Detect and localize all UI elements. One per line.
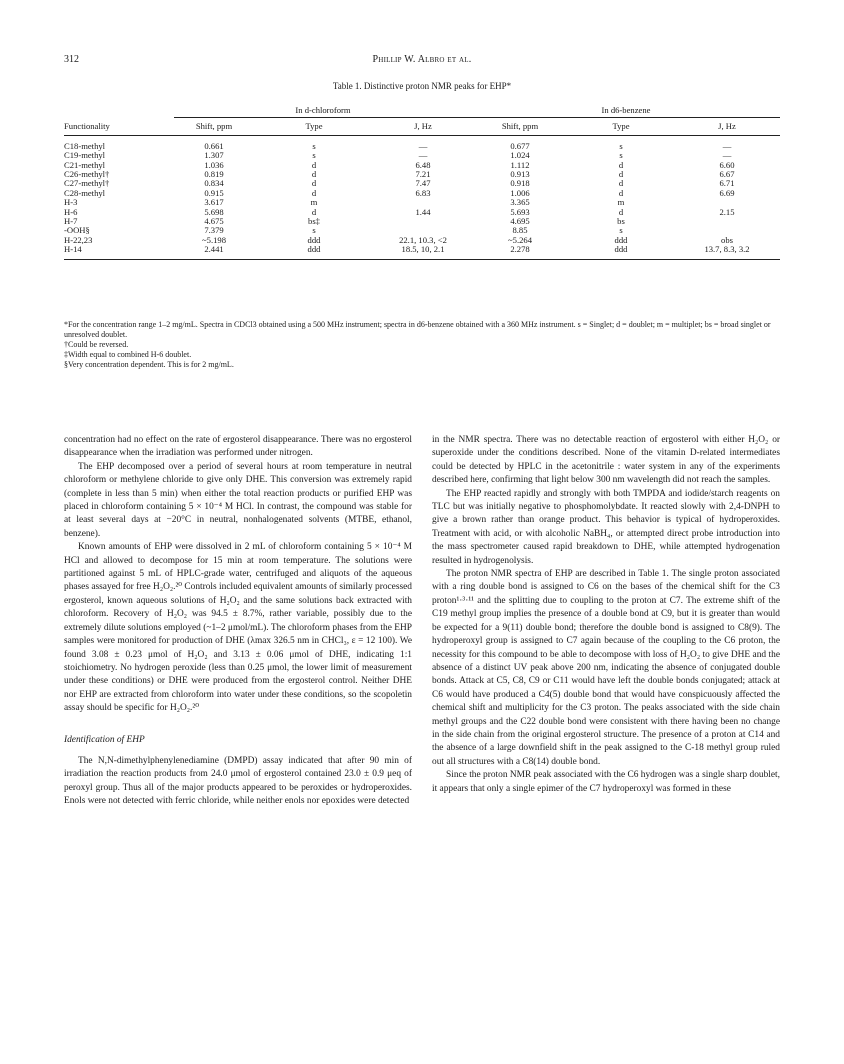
- table-cell: m: [310, 197, 318, 208]
- table-cell: 6.48: [415, 159, 431, 170]
- table-cell: s: [619, 140, 623, 151]
- table-cell: d: [311, 159, 317, 170]
- page-number: 312: [64, 54, 79, 65]
- table-cell: ~5.198: [202, 234, 226, 245]
- column-header: Shift, ppm: [174, 118, 254, 135]
- paragraph: The N,N-dimethylphenylenediamine (DMPD) assay indicated that after 90 min of irradiation the reaction products from 24.0 μmol of ergosterol contained 23.0 ± 0.9 μeq of peroxyl group. Thus all of the major products appeared to be peroxides or hydroperoxides. Enols were not detected with ferric chloride, while neither enols nor epoxides were detected: [64, 755, 412, 807]
- table-header-row: [64, 118, 780, 135]
- column-header: Functionality: [64, 118, 174, 135]
- column-header: Shift, ppm: [472, 118, 568, 135]
- table-cell: —: [418, 150, 428, 161]
- table-cell: d: [618, 159, 624, 170]
- table-cell: 0.819: [204, 169, 224, 180]
- table-cell: 2.441: [174, 245, 254, 259]
- table-cell: 6.67: [719, 169, 735, 180]
- table-cell: 0.834: [204, 178, 224, 189]
- table-cell: ddd: [568, 245, 674, 259]
- table-cell: d: [618, 206, 624, 217]
- table-row: [64, 189, 780, 198]
- table-cell: H-14: [64, 245, 174, 259]
- body-column-left: [64, 434, 412, 809]
- table-cell: —: [418, 140, 428, 151]
- paragraph: concentration had no effect on the rate of ergosterol disappearance. There was no ergosterol disappearance when the irradiation was performed under nitrogen.: [64, 435, 412, 459]
- table-cell: —: [722, 150, 732, 161]
- table-cell: 18.5, 10, 2.1: [374, 245, 472, 259]
- table-cell: 0.915: [204, 187, 224, 198]
- table-cell: d: [311, 187, 317, 198]
- table-cell: 13.7, 8.3, 3.2: [674, 245, 780, 259]
- table-cell: 1.44: [415, 206, 431, 217]
- table-cell: m: [617, 197, 625, 208]
- table-cell: 0.913: [510, 169, 530, 180]
- table-cell: s: [619, 225, 623, 236]
- table-cell: 1.307: [204, 150, 224, 161]
- footnote: §Very concentration dependent. This is for 2 mg/mL.: [64, 360, 234, 369]
- table-cell: 5.698: [204, 206, 224, 217]
- paragraph: Known amounts of EHP were dissolved in 2 mL of chloroform containing 5 × 10⁻⁴ M HCl and allowed to decompose for 15 min at room temperature. The solutions were partitioned against 5 mL of HPLC-grade water, centrifuged and aliquots of the aqueous phases assayed for free H₂O₂.²⁰ Controls included equivalent amounts of similarly processed ergosterol, known aqueous solutions of H₂O₂ and the same solutions back extracted with chloroform. Recovery of H₂O₂ was 94.5 ± 8.7%, rather variable, possibly due to the extremely dilute solutions employed (~1–2 μmol/mL). The chloroform phases from the EHP samples were monitored for production of DHE (λmax 326.5 nm in CHCl₃, ε = 12 100). We found 3.08 ± 0.23 μmol of H₂O₂ and 3.13 ± 0.06 μmol of DHE, indicating 1:1 stoichiometry. No hydrogen peroxide (less than 0.25 μmol, the lower limit of measurement under these conditions) or DHE were produced from the ergosterol control. Neither DHE nor EHP are extracted from chloroform into water under these conditions, so the scopoletin assay should be specific for H₂O₂.²⁰: [64, 542, 412, 714]
- table-cell: C26-methyl†: [64, 169, 110, 180]
- table-cell: 4.675: [204, 216, 224, 227]
- paragraph: Since the proton NMR peak associated with the C6 hydrogen was a single sharp doublet, it appears that only a single epimer of the C7 hydroperoxyl was formed in these: [432, 770, 780, 794]
- column-header: Type: [568, 118, 674, 135]
- table-cell: bs‡: [308, 216, 320, 227]
- table-row: [64, 208, 780, 217]
- table-cell: 2.15: [719, 206, 735, 217]
- table-cell: d: [311, 206, 317, 217]
- footnote: †Could be reversed.: [64, 340, 129, 349]
- table-caption: Table 1. Distinctive proton NMR peaks for EHP*: [332, 81, 512, 91]
- table-cell: 0.661: [204, 140, 224, 151]
- table-cell: C27-methyl†: [64, 178, 110, 189]
- footnote: ‡Width equal to combined H-6 doublet.: [64, 350, 192, 359]
- group-header-benzene: In d6-benzene: [472, 106, 780, 118]
- body-column-right: [432, 434, 780, 796]
- table-group-header-row: [64, 106, 780, 118]
- column-header: Type: [254, 118, 374, 135]
- table-cell: d: [311, 169, 317, 180]
- running-head: Phillip W. Albro et al.: [372, 54, 472, 65]
- table-cell: 3.617: [204, 197, 224, 208]
- table-cell: 8.85: [512, 225, 528, 236]
- table-cell: d: [618, 178, 624, 189]
- table-cell: 22.1, 10.3, <2: [399, 234, 447, 245]
- table-row: [64, 217, 780, 226]
- table-cell: [674, 217, 780, 226]
- table-cell: C19-methyl: [64, 150, 106, 161]
- table-cell: 6.83: [415, 187, 431, 198]
- table-cell: 2.278: [472, 245, 568, 259]
- column-header: J, Hz: [374, 118, 472, 135]
- footnote: *For the concentration range 1–2 mg/mL. Spectra in CDCl3 obtained using a 500 MHz instrument; spectra in d6-benzene obtained with a 360 MHz instrument. s = Singlet; d = doublet; m = multiplet; bs = broad singlet or unresolved doublet.: [64, 320, 771, 339]
- table-cell: C21-methyl: [64, 159, 106, 170]
- table-cell: 0.918: [510, 178, 530, 189]
- table-cell: obs: [721, 234, 733, 245]
- table-cell: ddd: [307, 234, 321, 245]
- table-row: [64, 245, 780, 259]
- table-cell: H-3: [64, 197, 78, 208]
- table-footnotes: [64, 320, 780, 370]
- table-cell: C18-methyl: [64, 140, 106, 151]
- table-cell: s: [312, 150, 316, 161]
- table-cell: ddd: [254, 245, 374, 259]
- table-cell: C28-methyl: [64, 187, 106, 198]
- table-cell: 5.693: [510, 206, 530, 217]
- table-cell: 6.69: [719, 187, 735, 198]
- table-cell: d: [311, 178, 317, 189]
- table-cell: 1.112: [510, 159, 530, 170]
- table-cell: s: [312, 225, 316, 236]
- section-heading: Identification of EHP: [64, 734, 145, 745]
- table-cell: 3.365: [510, 197, 530, 208]
- paragraph: The EHP reacted rapidly and strongly with both TMPDA and iodide/starch reagents on TLC but was initially negative to phosphomolybdate. It reacted slowly with 2,4-DNPH to give a brown rather than orange product. This behavior is typical of hydroperoxides. Treatment with acid, or with alcoholic NaBH₄, or attempted direct probe introduction into the mass spectrometer caused rapid breakdown to DHE, while attempted hydrogenation resulted in hydrogenolysis.: [432, 488, 780, 566]
- table-cell: [374, 217, 472, 226]
- column-header: J, Hz: [674, 118, 780, 135]
- table-cell: -OOH§: [64, 225, 90, 236]
- table-cell: 1.006: [510, 187, 530, 198]
- group-header-chloroform: In d-chloroform: [174, 106, 472, 118]
- table-cell: H-7: [64, 216, 78, 227]
- table-cell: 7.47: [415, 178, 431, 189]
- table-cell: 6.60: [719, 159, 735, 170]
- table-cell: d: [618, 169, 624, 180]
- table-cell: H-22,23: [64, 234, 93, 245]
- table-cell: s: [312, 140, 316, 151]
- page-header: [64, 54, 780, 68]
- table-cell: 7.379: [204, 225, 224, 236]
- table-cell: 1.036: [204, 159, 224, 170]
- paragraph: The EHP decomposed over a period of several hours at room temperature in neutral chloroform or methylene chloride to give only DHE. This conversion was extremely rapid (complete in less than 5 min) when either the total reaction products or purified EHP was placed in chloroform containing 5 × 10⁻⁴ M HCl. In contrast, the compound was stable for at least several days at −20°C in neutral, nonhalogenated solvents (MTBE, ethanol, benzene).: [64, 461, 412, 539]
- table-cell: 4.695: [510, 216, 530, 227]
- table-cell: bs: [617, 216, 625, 227]
- table-cell: d: [618, 187, 624, 198]
- paragraph: in the NMR spectra. There was no detectable reaction of ergosterol with either H₂O₂ or superoxide under the conditions described. None of the vitamin D-related intermediates could be detected by HPLC in the acetonitrile : water system in any of the experiments described here, confirming that light below 300 nm wavelength did not reach the samples.: [432, 435, 780, 486]
- paragraph: The proton NMR spectra of EHP are described in Table 1. The single proton associated with a ring double bond is assigned to C6 on the bases of the chemical shift for the C3 proton¹·³·¹¹ and the splitting due to coupling to the proton at C7. The extreme shift of the C19 methyl group implies the presence of a double bond at C9, but it is greater than would be expected for a 9(11) double bond; therefore the double bond is assigned to C8(9). The hydroperoxyl group is assigned to C7 again because of the coupling to the C6 proton, the necessity for this compound to be able to decompose with loss of H₂O₂ to give DHE and the absence of a distinct UV peak above 200 nm, indicating the absence of conjugated double bonds. Attack at C5, C8, C9 or C11 would have left the double bonds conjugated; attack at C6 would have produced a C4(5) double bond that would have conspicuously affected the chemical shift and multiplicity for the C3 proton. The peaks associated with the side chain methyl groups and the C22 double bond were consistent with there having been no change in the side chain from the original ergosterol structure. The presence of a proton at C14 and the absence of a large downfield shift in the peak assigned to the C-18 methyl group ruled out all structures with a C8(14) double bond.: [432, 569, 780, 767]
- table-cell: H-6: [64, 206, 78, 217]
- nmr-table: [64, 106, 780, 260]
- table-cell: ~5.264: [508, 234, 532, 245]
- table-cell: ddd: [614, 234, 628, 245]
- table-cell: 6.71: [719, 178, 735, 189]
- table-cell: 1.024: [510, 150, 530, 161]
- table-cell: 0.677: [510, 140, 530, 151]
- table-cell: —: [722, 140, 732, 151]
- table-cell: 7.21: [415, 169, 431, 180]
- table-cell: s: [619, 150, 623, 161]
